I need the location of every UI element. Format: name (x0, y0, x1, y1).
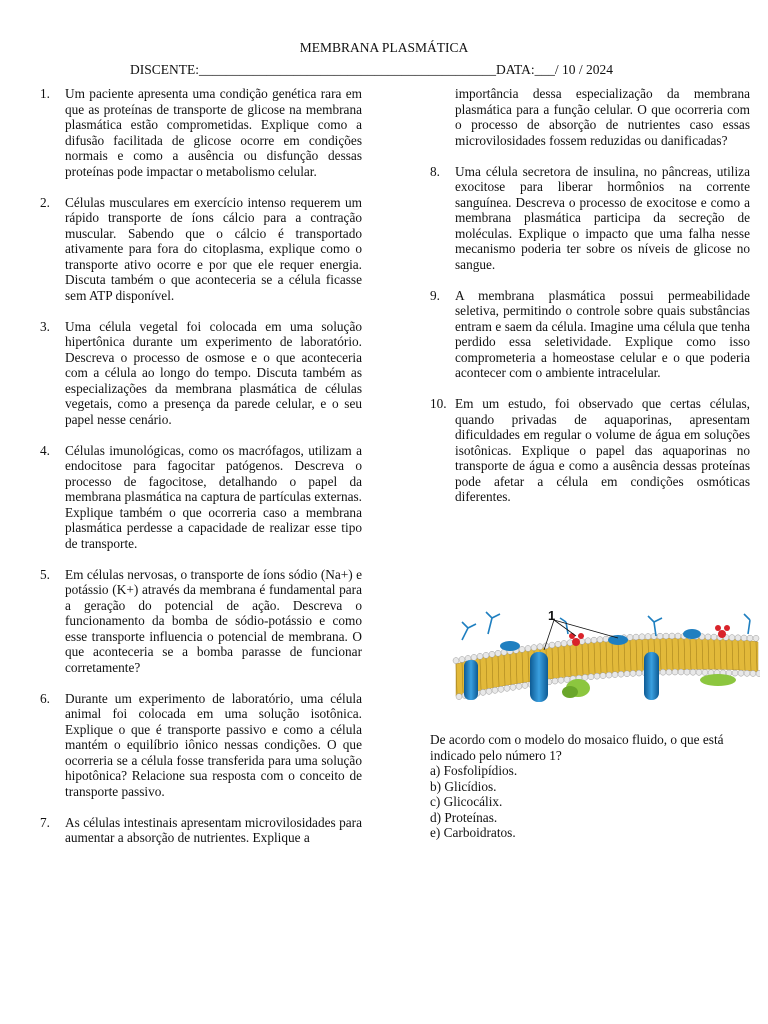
phospholipid-head (753, 635, 759, 641)
phospholipid-head (483, 652, 489, 658)
phospholipid-head (684, 669, 690, 675)
phospholipid-head (531, 645, 537, 651)
phospholipid-head (660, 669, 666, 675)
phospholipid-head (495, 650, 501, 656)
phospholipid-head (480, 689, 486, 695)
phospholipid-head (558, 677, 564, 683)
question-1 (40, 86, 362, 179)
phospholipid-head (696, 669, 702, 675)
phospholipid-head (747, 635, 753, 641)
question-5 (40, 567, 362, 676)
question-4 (40, 443, 362, 552)
question-text: Em células nervosas, o transporte de íons sódio (Na+) e potássio (K+) através da membrana é fundamental para a geração do potencial de ação. Descreva o funcionamento da bomba de sódio-potássio e como esse transporte influencia o potencial de membrana. O que aconteceria se a bomba parasse de funcionar corretamente? (65, 566, 362, 675)
phospholipid-head (756, 671, 760, 677)
student-date-line: DISCENTE:____________________________________________DATA:___/ 10 / 2024 (130, 62, 614, 77)
phospholipid-head (561, 640, 567, 646)
phospholipid-head (705, 634, 711, 640)
question-7-continued (430, 86, 750, 148)
channel-protein-left (464, 660, 478, 700)
question-7 (40, 815, 362, 846)
phospholipid-head (504, 685, 510, 691)
phospholipid-head (672, 669, 678, 675)
phospholipid-head (516, 683, 522, 689)
figure-label-1: 1 (548, 608, 556, 623)
membrane-illustration (448, 606, 760, 718)
phospholipid-head (741, 635, 747, 641)
question-number: 2. (40, 194, 50, 210)
question-number: 8. (430, 163, 440, 179)
phospholipid-head (603, 636, 609, 642)
phospholipid-head (564, 676, 570, 682)
phospholipid-head (729, 635, 735, 641)
phospholipid-head (630, 670, 636, 676)
question-text: A membrana plasmática possui permeabilidade seletiva, permitindo o controle sobre quais substâncias entram e saem da célula. Imagine uma célula que tenha perdido essa seletividade. Explique como isso comprometeria a homeostase celular e o que poderia acontecer com o ambiente intracelular. (455, 287, 750, 380)
phospholipid-head (636, 670, 642, 676)
question-text: importância dessa especialização da membrana plasmática para a função celular. O que ocorreria com o processo de absorção de nutrientes caso essas microvilosidades fossem reduzidas ou danificadas? (455, 86, 750, 148)
peripheral-protein (500, 641, 520, 651)
phospholipid-head (510, 684, 516, 690)
phospholipid-head (459, 657, 465, 663)
phospholipid-head (690, 669, 696, 675)
question-number: 3. (40, 318, 50, 334)
mc-option-b: b) Glicídios. (430, 778, 497, 794)
phospholipid-head (645, 634, 651, 640)
phospholipid-head (498, 686, 504, 692)
question-number: 1. (40, 86, 50, 101)
question-8 (430, 164, 750, 273)
phospholipid-head (624, 671, 630, 677)
phospholipid-head (735, 635, 741, 641)
peripheral-protein-top (608, 635, 628, 645)
phospholipid-head (606, 672, 612, 678)
fluid-mosaic-membrane-figure (448, 606, 760, 718)
question-text: As células intestinais apresentam microvilosidades para aumentar a absorção de nutrientes. Explique a (65, 814, 362, 845)
question-6 (40, 691, 362, 800)
phospholipid-head (585, 638, 591, 644)
phospholipid-head (711, 634, 717, 640)
phospholipid-head (588, 674, 594, 680)
mc-option-c: c) Glicocálix. (430, 794, 503, 809)
question-text: Células imunológicas, como os macrófagos, utilizam a endocitose para fagocitar patógenos. Descreva o processo de fagocitose, detalhando o papel da membrana plasmática na captura de partículas externas. Explique também o que ocorreria caso a membrana plasmática perdesse a capacidade de realizar esse tipo de transporte. (65, 442, 362, 551)
question-9 (430, 288, 750, 381)
question-number: 9. (430, 287, 440, 303)
question-text: Uma célula secretora de insulina, no pâncreas, utiliza exocitose para liberar hormônios na corrente sanguínea. Descreva o processo de exocitose e como a membrana plasmática participa da secreção de moléculas. Explique o impacto que uma falha nesse mecanismo poderia ter sobre os níveis de glicose no sangue. (455, 163, 750, 272)
phospholipid-head (594, 673, 600, 679)
phospholipid-head (675, 633, 681, 639)
mc-option-d: d) Proteínas. (430, 809, 498, 825)
phospholipid-head (555, 641, 561, 647)
transmembrane-protein-right (644, 652, 659, 700)
question-text: Em um estudo, foi observado que certas células, quando privadas de aquaporinas, apresentam dificuldades em regular o volume de água em soluções isotônicas. Explique o papel das aquaporinas no transporte de água e como a ausência dessas proteínas pode afetar a célula em condições osmóticas diferentes. (455, 396, 750, 504)
phospholipid-head (525, 645, 531, 651)
phospholipid-head (522, 682, 528, 688)
page-title: MEMBRANA PLASMÁTICA (299, 40, 469, 55)
mc-prompt: De acordo com o modelo do mosaico fluido, o que está indicado pelo número 1? (430, 732, 724, 763)
phospholipid-head (549, 642, 555, 648)
multiple-choice-question (430, 732, 752, 841)
phospholipid-head (663, 633, 669, 639)
phospholipid-head (597, 637, 603, 643)
phospholipid-head (618, 671, 624, 677)
right-column (430, 86, 750, 505)
question-number: 10. (430, 396, 447, 411)
question-10 (430, 396, 750, 505)
question-3 (40, 319, 362, 428)
question-text: Uma célula vegetal foi colocada em uma solução hipertônica durante um experimento de laboratório. Descreva o processo de osmose e o que aconteceria com a célula ao longo do tempo. Discuta também as especializações da membrana plasmática de células vegetais, como a presença da parede celular, e o seu papel nesse cenário. (65, 318, 362, 427)
phospholipid-head (612, 672, 618, 678)
phospholipid-head (591, 637, 597, 643)
question-number: 4. (40, 442, 50, 458)
phospholipid-head (453, 658, 459, 664)
phospholipid-head (456, 694, 462, 700)
question-text: Um paciente apresenta uma condição genética rara em que as proteínas de transporte de glicose na membrana plasmática estão comprometidas. Explique como a difusão facilitada de glicose ocorre em condições normais e como a ausência ou disfunção dessas proteínas pode impactar o metabolismo celular. (65, 86, 362, 179)
globular-protein-green-2 (562, 686, 578, 698)
phospholipid-head (486, 688, 492, 694)
phospholipid-head (738, 670, 744, 676)
phospholipid-head (633, 634, 639, 640)
question-number: 5. (40, 566, 50, 582)
phospholipid-head (471, 654, 477, 660)
phospholipid-head (489, 651, 495, 657)
phospholipid-head (537, 644, 543, 650)
peripheral-protein-right (683, 629, 701, 639)
phospholipid-head (702, 669, 708, 675)
question-2 (40, 195, 362, 304)
transmembrane-protein-center (530, 652, 548, 702)
peripheral-protein-green-right (700, 674, 736, 686)
phospholipid-head (639, 634, 645, 640)
mc-option-a: a) Fosfolipídios. (430, 763, 518, 778)
phospholipid-head (750, 670, 756, 676)
left-column (40, 86, 362, 846)
phospholipid-head (477, 653, 483, 659)
phospholipid-head (657, 633, 663, 639)
phospholipid-head (666, 669, 672, 675)
phospholipid-head (552, 678, 558, 684)
phospholipid-head (732, 670, 738, 676)
mc-option-e: e) Carboidratos. (430, 825, 516, 840)
phospholipid-head (582, 674, 588, 680)
question-text: Células musculares em exercício intenso requerem um rápido transporte de íons cálcio para a contração muscular. Sabendo que o cálcio é transportado ativamente para fora do citoplasma, explique como o transporte ativo ocorre e por que ele requer energia. Discuta também o que aconteceria se a célula ficasse sem ATP disponível. (65, 194, 362, 303)
question-number: 6. (40, 690, 50, 706)
question-number: 7. (40, 814, 50, 830)
phospholipid-head (600, 673, 606, 679)
phospholipid-head (678, 669, 684, 675)
phospholipid-head (744, 670, 750, 676)
phospholipid-head (519, 646, 525, 652)
question-text: Durante um experimento de laboratório, uma célula animal foi colocada em uma solução isotônica. Explique o que é transporte passivo e como a célula mantém o equilíbrio iônico nessas condições. O que ocorreria se a célula fosse transferida para uma solução hipotônica? Relacione sua resposta com o conceito de transporte passivo. (65, 690, 362, 799)
phospholipid-head (492, 687, 498, 693)
phospholipid-head (669, 633, 675, 639)
